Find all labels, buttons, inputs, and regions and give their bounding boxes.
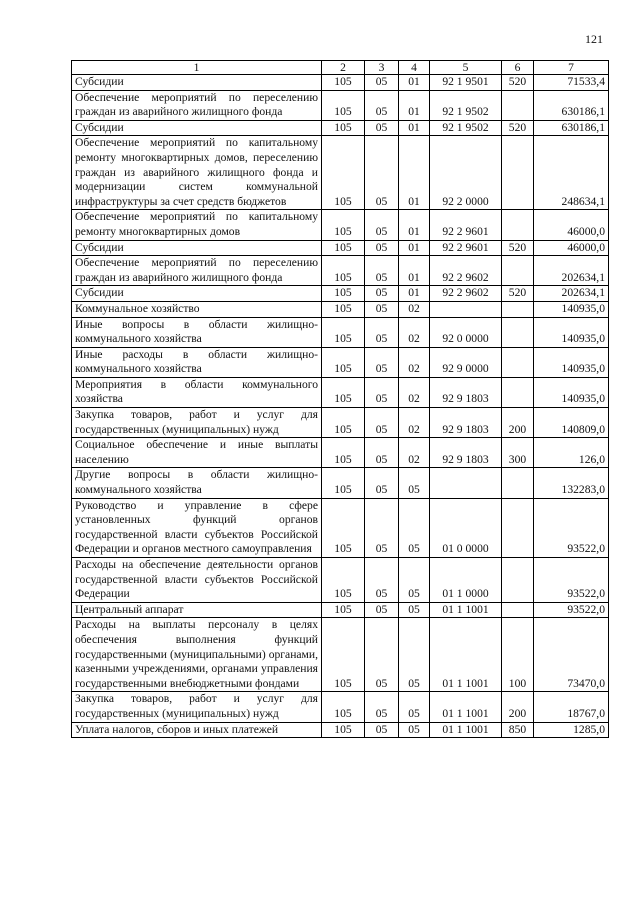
cell-expense-type [502, 347, 534, 377]
cell-target-article: 92 9 1803 [430, 408, 502, 438]
row-name: Расходы на обеспечение деятельности органов государственной власти субъектов Российской Федерации [72, 558, 322, 603]
cell-section: 05 [365, 377, 399, 407]
cell-subsection: 02 [399, 408, 430, 438]
cell-amount: 93522,0 [534, 602, 609, 618]
column-header: 3 [365, 61, 399, 75]
row-name: Субсидии [72, 286, 322, 302]
table-row [72, 408, 609, 438]
table-row [72, 317, 609, 347]
cell-target-article [430, 301, 502, 317]
cell-target-article: 92 0 0000 [430, 317, 502, 347]
cell-target-article: 01 1 1001 [430, 602, 502, 618]
row-name: Центральный аппарат [72, 602, 322, 618]
cell-code: 105 [322, 722, 365, 738]
cell-code: 105 [322, 210, 365, 240]
column-header: 4 [399, 61, 430, 75]
table-row [72, 498, 609, 557]
cell-target-article: 01 1 1001 [430, 692, 502, 722]
table-row [72, 286, 609, 302]
cell-amount: 140935,0 [534, 317, 609, 347]
row-name: Расходы на выплаты персоналу в целях обеспечения выполнения функций государственными (муниципальными) органами, казенными учреждениями, органами управления государственными внебюджетными фондами [72, 618, 322, 692]
row-name: Другие вопросы в области жилищно-коммунального хозяйства [72, 468, 322, 498]
cell-expense-type [502, 468, 534, 498]
row-name: Обеспечение мероприятий по капитальному ремонту многоквартирных домов [72, 210, 322, 240]
cell-subsection: 01 [399, 120, 430, 136]
cell-subsection: 05 [399, 558, 430, 603]
table-row [72, 602, 609, 618]
cell-amount: 73470,0 [534, 618, 609, 692]
cell-subsection: 05 [399, 498, 430, 557]
cell-code: 105 [322, 347, 365, 377]
table-row [72, 136, 609, 210]
cell-code: 105 [322, 618, 365, 692]
cell-section: 05 [365, 347, 399, 377]
cell-subsection: 02 [399, 438, 430, 468]
cell-subsection: 05 [399, 602, 430, 618]
cell-amount: 71533,4 [534, 75, 609, 91]
cell-expense-type [502, 602, 534, 618]
cell-target-article [430, 468, 502, 498]
cell-code: 105 [322, 408, 365, 438]
cell-target-article: 01 1 1001 [430, 618, 502, 692]
cell-expense-type [502, 301, 534, 317]
cell-code: 105 [322, 317, 365, 347]
row-name: Субсидии [72, 120, 322, 136]
cell-amount: 630186,1 [534, 90, 609, 120]
cell-code: 105 [322, 498, 365, 557]
cell-section: 05 [365, 468, 399, 498]
table-row [72, 692, 609, 722]
cell-code: 105 [322, 240, 365, 256]
table-row [72, 347, 609, 377]
cell-amount: 140935,0 [534, 301, 609, 317]
cell-amount: 140935,0 [534, 377, 609, 407]
cell-subsection: 02 [399, 317, 430, 347]
cell-subsection: 02 [399, 301, 430, 317]
cell-expense-type: 100 [502, 618, 534, 692]
cell-expense-type: 850 [502, 722, 534, 738]
cell-target-article: 92 9 1803 [430, 377, 502, 407]
cell-section: 05 [365, 498, 399, 557]
cell-section: 05 [365, 722, 399, 738]
budget-table [71, 60, 609, 738]
cell-subsection: 01 [399, 240, 430, 256]
cell-target-article: 92 2 0000 [430, 136, 502, 210]
cell-section: 05 [365, 602, 399, 618]
column-header: 2 [322, 61, 365, 75]
cell-code: 105 [322, 120, 365, 136]
cell-section: 05 [365, 136, 399, 210]
cell-code: 105 [322, 90, 365, 120]
cell-target-article: 92 9 0000 [430, 347, 502, 377]
cell-amount: 630186,1 [534, 120, 609, 136]
cell-subsection: 01 [399, 286, 430, 302]
cell-section: 05 [365, 120, 399, 136]
cell-subsection: 05 [399, 692, 430, 722]
cell-section: 05 [365, 558, 399, 603]
cell-code: 105 [322, 256, 365, 286]
cell-subsection: 05 [399, 722, 430, 738]
table-header [72, 61, 609, 75]
cell-code: 105 [322, 692, 365, 722]
cell-subsection: 05 [399, 468, 430, 498]
cell-target-article: 92 2 9602 [430, 286, 502, 302]
table-row [72, 618, 609, 692]
cell-code: 105 [322, 602, 365, 618]
table-row [72, 468, 609, 498]
cell-amount: 140809,0 [534, 408, 609, 438]
cell-expense-type: 520 [502, 75, 534, 91]
cell-amount: 202634,1 [534, 286, 609, 302]
cell-amount: 132283,0 [534, 468, 609, 498]
cell-expense-type [502, 558, 534, 603]
cell-amount: 46000,0 [534, 240, 609, 256]
row-name: Уплата налогов, сборов и иных платежей [72, 722, 322, 738]
cell-subsection: 02 [399, 347, 430, 377]
cell-amount: 202634,1 [534, 256, 609, 286]
column-header: 6 [502, 61, 534, 75]
cell-expense-type: 520 [502, 286, 534, 302]
cell-section: 05 [365, 256, 399, 286]
table-row [72, 256, 609, 286]
cell-subsection: 02 [399, 377, 430, 407]
cell-target-article: 92 1 9502 [430, 90, 502, 120]
cell-target-article: 92 2 9602 [430, 256, 502, 286]
row-name: Иные расходы в области жилищно-коммунального хозяйства [72, 347, 322, 377]
cell-code: 105 [322, 301, 365, 317]
cell-amount: 126,0 [534, 438, 609, 468]
table-row [72, 120, 609, 136]
table-row [72, 438, 609, 468]
header-row [72, 61, 609, 75]
table-row [72, 558, 609, 603]
cell-target-article: 01 1 1001 [430, 722, 502, 738]
row-name: Субсидии [72, 240, 322, 256]
cell-amount: 46000,0 [534, 210, 609, 240]
cell-section: 05 [365, 438, 399, 468]
cell-code: 105 [322, 438, 365, 468]
cell-subsection: 01 [399, 75, 430, 91]
cell-expense-type: 520 [502, 240, 534, 256]
row-name: Обеспечение мероприятий по переселению граждан из аварийного жилищного фонда [72, 90, 322, 120]
cell-amount: 93522,0 [534, 558, 609, 603]
cell-code: 105 [322, 286, 365, 302]
cell-expense-type: 200 [502, 692, 534, 722]
cell-amount: 1285,0 [534, 722, 609, 738]
table-row [72, 210, 609, 240]
cell-section: 05 [365, 90, 399, 120]
row-name: Обеспечение мероприятий по капитальному ремонту многоквартирных домов, переселению граждан из аварийного жилищного фонда и модернизации систем коммунальной инфраструктуры за счет средств бюджетов [72, 136, 322, 210]
table-row [72, 377, 609, 407]
cell-subsection: 01 [399, 210, 430, 240]
cell-amount: 18767,0 [534, 692, 609, 722]
cell-subsection: 05 [399, 618, 430, 692]
cell-subsection: 01 [399, 90, 430, 120]
cell-section: 05 [365, 301, 399, 317]
cell-target-article: 92 2 9601 [430, 240, 502, 256]
cell-expense-type [502, 136, 534, 210]
row-name: Иные вопросы в области жилищно-коммунального хозяйства [72, 317, 322, 347]
cell-section: 05 [365, 317, 399, 347]
table-row [72, 75, 609, 91]
row-name: Коммунальное хозяйство [72, 301, 322, 317]
cell-section: 05 [365, 240, 399, 256]
cell-expense-type [502, 377, 534, 407]
cell-target-article: 92 1 9501 [430, 75, 502, 91]
row-name: Субсидии [72, 75, 322, 91]
cell-code: 105 [322, 558, 365, 603]
cell-code: 105 [322, 377, 365, 407]
row-name: Обеспечение мероприятий по переселению граждан из аварийного жилищного фонда [72, 256, 322, 286]
cell-code: 105 [322, 136, 365, 210]
cell-target-article: 01 1 0000 [430, 558, 502, 603]
cell-expense-type: 520 [502, 120, 534, 136]
cell-target-article: 92 9 1803 [430, 438, 502, 468]
cell-amount: 248634,1 [534, 136, 609, 210]
column-header: 1 [72, 61, 322, 75]
row-name: Мероприятия в области коммунального хозяйства [72, 377, 322, 407]
cell-section: 05 [365, 286, 399, 302]
table-row [72, 301, 609, 317]
cell-expense-type [502, 90, 534, 120]
page-number: 121 [585, 32, 603, 46]
table-row [72, 240, 609, 256]
cell-target-article: 92 2 9601 [430, 210, 502, 240]
cell-code: 105 [322, 75, 365, 91]
cell-expense-type [502, 498, 534, 557]
row-name: Социальное обеспечение и иные выплаты населению [72, 438, 322, 468]
cell-expense-type: 300 [502, 438, 534, 468]
row-name: Закупка товаров, работ и услуг для государственных (муниципальных) нужд [72, 408, 322, 438]
cell-section: 05 [365, 618, 399, 692]
cell-subsection: 01 [399, 136, 430, 210]
cell-target-article: 01 0 0000 [430, 498, 502, 557]
cell-expense-type [502, 256, 534, 286]
cell-subsection: 01 [399, 256, 430, 286]
cell-expense-type [502, 317, 534, 347]
cell-section: 05 [365, 210, 399, 240]
row-name: Руководство и управление в сфере установленных функций органов государственной власти субъектов Российской Федерации и органов местного самоуправления [72, 498, 322, 557]
cell-section: 05 [365, 408, 399, 438]
row-name: Закупка товаров, работ и услуг для государственных (муниципальных) нужд [72, 692, 322, 722]
cell-expense-type [502, 210, 534, 240]
cell-target-article: 92 1 9502 [430, 120, 502, 136]
cell-section: 05 [365, 692, 399, 722]
cell-section: 05 [365, 75, 399, 91]
cell-expense-type: 200 [502, 408, 534, 438]
column-header: 7 [534, 61, 609, 75]
cell-amount: 140935,0 [534, 347, 609, 377]
cell-amount: 93522,0 [534, 498, 609, 557]
table-body [72, 75, 609, 738]
table-row [72, 90, 609, 120]
cell-code: 105 [322, 468, 365, 498]
column-header: 5 [430, 61, 502, 75]
table-row [72, 722, 609, 738]
